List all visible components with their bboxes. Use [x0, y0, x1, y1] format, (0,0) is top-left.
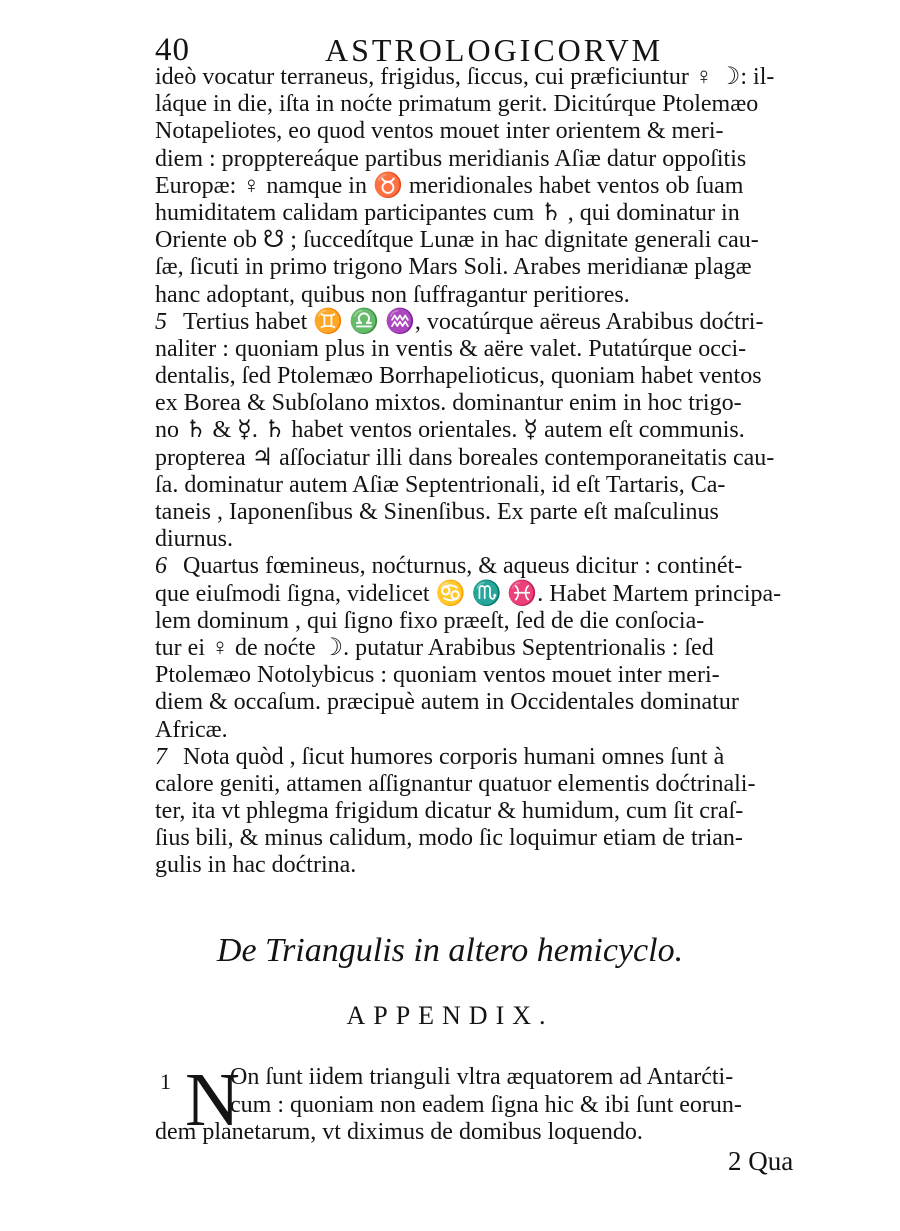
text-line: Notapeliotes, eo quod ventos mouet inter orientem & meri-	[155, 118, 724, 145]
text-line: dem planetarum, vt diximus de domibus loquendo.	[155, 1119, 643, 1145]
running-title: ASTROLOGICORVM	[325, 32, 664, 68]
text-line: dentalis, ſed Ptolemæo Borrhapelioticus, quoniam habet ventos	[155, 363, 762, 390]
text-line: humiditatem calidam participantes cum ♄ , qui dominatur in	[155, 199, 740, 226]
appendix-paragraph-number: 1	[160, 1069, 171, 1094]
text-line: ter, ita vt phlegma frigidum dicatur & humidum, cum ſit craſ-	[155, 798, 744, 825]
text-line: que eiuſmodi ſigna, videlicet ♋ ♏ ♓. Habet Martem principa-	[155, 580, 782, 607]
text-line: Tertius habet ♊ ♎ ♒, vocatúrque aëreus Arabibus doćtri-	[183, 308, 764, 335]
paragraph-number: 5	[155, 308, 167, 335]
text-line: Africæ.	[155, 716, 228, 743]
main-text	[155, 64, 815, 880]
text-line: diurnus.	[155, 526, 233, 553]
text-line: diem & occaſum. præcipuè autem in Occidentales dominatur	[155, 689, 739, 716]
text-line: ideò vocatur terraneus, frigidus, ſiccus, cui præficiuntur ♀ ☽: il-	[155, 64, 775, 90]
paragraph-number: 6	[155, 553, 167, 580]
text-line: gulis in hac doćtrina.	[155, 852, 357, 879]
text-line: Nota quòd , ſicut humores corporis humani omnes ſunt à	[183, 743, 725, 770]
text-line: no ♄ & ☿. ♄ habet ventos orientales. ☿ autem eſt communis.	[155, 417, 745, 444]
text-line: hanc adoptant, quibus non ſuffragantur peritiores.	[155, 281, 630, 308]
paragraph-start-line	[155, 744, 815, 771]
text-line: láque in die, iſta in noćte primatum gerit. Dicitúrque Ptolemæo	[155, 91, 759, 118]
text-line: taneis , Iaponenſibus & Sinenſibus. Ex parte eſt maſculinus	[155, 499, 719, 525]
text-line: diem : propptereáque partibus meridianis Aſiæ datur oppoſitis	[155, 145, 747, 172]
paragraph-number: 7	[155, 743, 167, 770]
paragraph-start-line	[155, 309, 815, 336]
text-line: Ptolemæo Notolybicus : quoniam ventos mouet inter meri-	[155, 662, 720, 689]
appendix-heading: APPENDIX.	[346, 1001, 554, 1030]
text-line: ſa. dominatur autem Aſiæ Septentrionali, id eſt Tartaris, Ca-	[155, 471, 726, 498]
text-line: ſæ, ſicuti in primo trigono Mars Soli. Arabes meridianæ plagæ	[155, 254, 752, 281]
text-line: On ſunt iidem trianguli vltra æquatorem ad Antarćti-	[230, 1064, 734, 1090]
text-line: Quartus fœmineus, noćturnus, & aqueus dicitur : continét-	[183, 553, 743, 580]
drop-capital: N	[185, 1058, 240, 1142]
page-number: 40	[155, 32, 190, 68]
text-line: Oriente ob ☋ ; ſuccedítque Lunæ in hac dignitate generali cau-	[155, 227, 759, 254]
appendix-text	[155, 1058, 815, 1147]
text-line: calore geniti, attamen aſſignantur quatuor elementis doćtrinali-	[155, 770, 756, 797]
paragraph-start-line	[155, 553, 815, 580]
text-line: ex Borea & Subſolano mixtos. dominantur enim in hoc trigo-	[155, 390, 742, 417]
text-line: Europæ: ♀ namque in ♉ meridionales habet ventos ob ſuam	[155, 172, 744, 199]
text-line: cum : quoniam non eadem ſigna hic & ibi ſunt eorun-	[230, 1091, 742, 1118]
text-line: naliter : quoniam plus in ventis & aëre valet. Putatúrque occi-	[155, 335, 747, 362]
text-line: ſius bili, & minus calidum, modo ſic loquimur etiam de trian-	[155, 825, 743, 852]
text-line: lem dominum , qui ſigno fixo præeſt, ſed de die conſocia-	[155, 607, 705, 634]
catchword: 2 Qua	[728, 1146, 794, 1176]
text-line: propterea ♃ aſſociatur illi dans boreales contemporaneitatis cau-	[155, 444, 775, 471]
section-title: De Triangulis in altero hemicyclo.	[216, 932, 684, 969]
text-line: tur ei ♀ de noćte ☽. putatur Arabibus Septentrionalis : ſed	[155, 634, 714, 661]
